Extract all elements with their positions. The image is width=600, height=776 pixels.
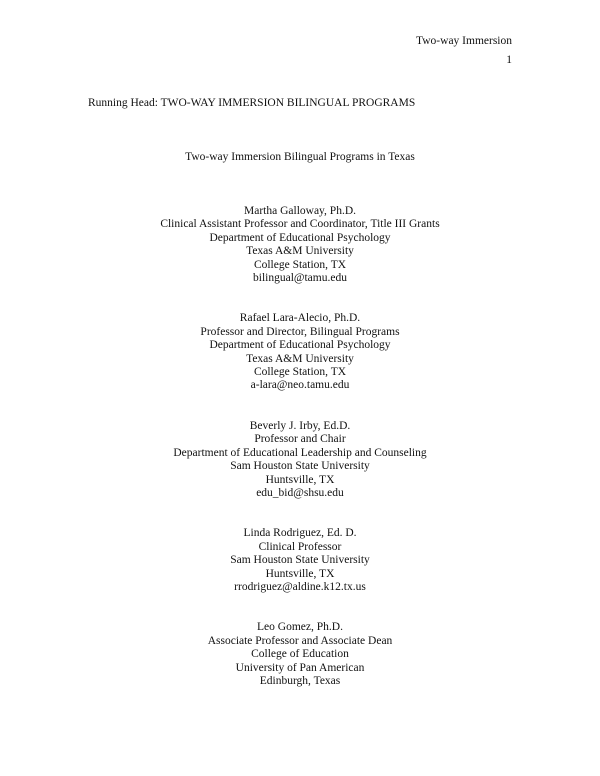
author-institution: Sam Houston State University — [230, 554, 370, 567]
author-institution: University of Pan American — [235, 661, 365, 674]
running-head: Running Head: TWO-WAY IMMERSION BILINGUAL PROGRAMS — [88, 97, 416, 109]
author-email: a-lara@neo.tamu.edu — [250, 379, 350, 392]
page-header-short-title: Two-way Immersion — [416, 35, 512, 47]
author-block-irby — [0, 420, 600, 500]
author-name: Leo Gomez, Ph.D. — [257, 621, 343, 634]
author-department: Department of Educational Psychology — [209, 339, 391, 352]
page-number: 1 — [506, 54, 512, 66]
author-position: Professor and Chair — [254, 433, 346, 446]
author-department: Department of Educational Leadership and Counseling — [173, 446, 427, 459]
author-name: Linda Rodriguez, Ed. D. — [243, 527, 357, 540]
author-email: rrodriguez@aldine.k12.tx.us — [234, 580, 366, 593]
author-department: Department of Educational Psychology — [209, 231, 391, 244]
author-position: Clinical Assistant Professor and Coordinator, Title III Grants — [160, 218, 440, 231]
author-institution: Texas A&M University — [246, 352, 354, 365]
author-block-lara-alecio — [0, 312, 600, 392]
author-institution: Texas A&M University — [246, 245, 354, 258]
author-name: Rafael Lara-Alecio, Ph.D. — [239, 312, 361, 325]
author-location: Huntsville, TX — [265, 473, 335, 486]
author-block-galloway — [0, 205, 600, 285]
author-name: Beverly J. Irby, Ed.D. — [249, 419, 351, 432]
author-email: bilingual@tamu.edu — [253, 272, 347, 285]
author-location: College Station, TX — [253, 258, 347, 271]
author-college: College of Education — [251, 648, 349, 661]
document-title: Two-way Immersion Bilingual Programs in Texas — [185, 151, 415, 163]
author-position: Professor and Director, Bilingual Programs — [200, 325, 400, 338]
author-email: edu_bid@shsu.edu — [256, 486, 344, 499]
author-institution: Sam Houston State University — [230, 460, 370, 473]
author-location: College Station, TX — [253, 366, 347, 379]
author-location: Edinburgh, Texas — [259, 674, 341, 687]
author-block-rodriguez — [0, 527, 600, 594]
author-name: Martha Galloway, Ph.D. — [244, 205, 356, 217]
author-position: Associate Professor and Associate Dean — [207, 634, 393, 647]
author-location: Huntsville, TX — [265, 567, 335, 580]
author-list — [0, 205, 600, 715]
author-block-gomez — [0, 621, 600, 688]
author-position: Clinical Professor — [258, 540, 342, 553]
